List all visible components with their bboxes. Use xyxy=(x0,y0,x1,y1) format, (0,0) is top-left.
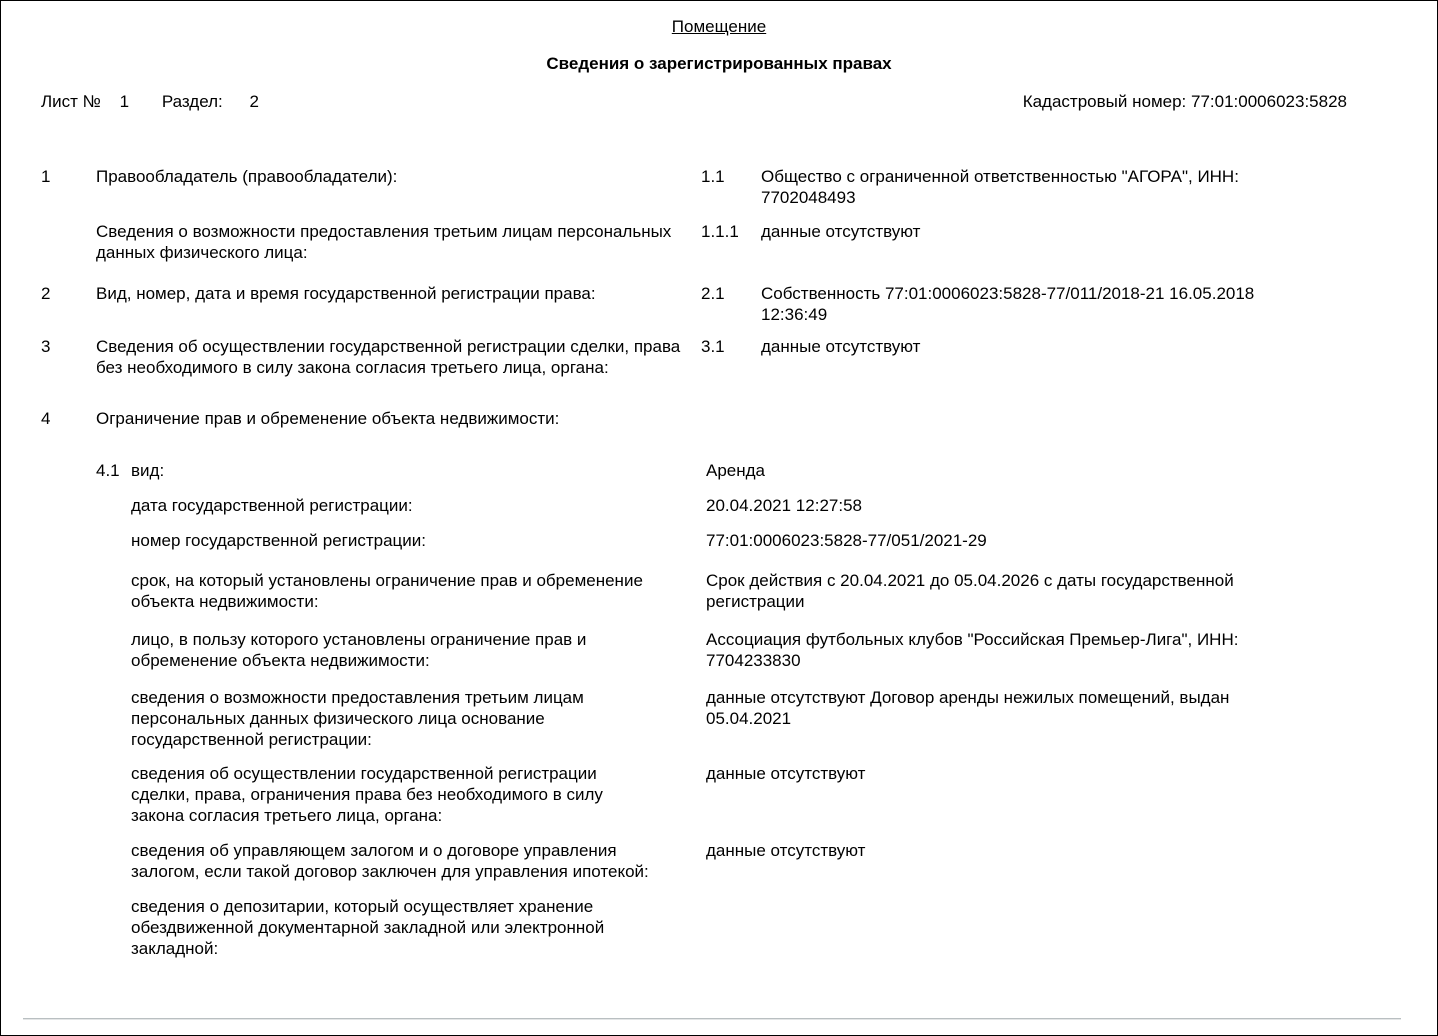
subrow-number xyxy=(96,570,131,612)
subrow-value: Ассоциация футбольных клубов "Российская Премьер-Лига", ИНН: 7704233830 xyxy=(706,630,1239,670)
subrow-value: 77:01:0006023:5828-77/051/2021-29 xyxy=(706,531,987,550)
sheet-number: 1 xyxy=(119,92,130,111)
row-label: Сведения о возможности предоставления третьим лицам персональных данных физического лица: xyxy=(96,222,672,262)
row-number: 4 xyxy=(41,409,51,428)
subrow-number xyxy=(96,687,131,750)
row-number: 1 xyxy=(41,167,51,186)
row-label: Правообладатель (правообладатели): xyxy=(96,167,398,186)
value-number xyxy=(701,408,761,429)
table-row xyxy=(1,336,1437,378)
subrow-number xyxy=(96,629,131,671)
restriction-subrow xyxy=(1,460,1437,481)
subrow-value: данные отсутствуют Договор аренды нежилых помещений, выдан 05.04.2021 xyxy=(706,688,1230,728)
subrow-label: сведения об управляющем залогом и о договоре управления залогом, если такой договор заключен для управления ипотекой: xyxy=(131,841,649,881)
subrow-number xyxy=(96,763,131,826)
subrow-value xyxy=(706,896,1291,959)
restriction-subrow xyxy=(1,570,1437,612)
restriction-subrow xyxy=(1,896,1437,959)
cadastral-number-block xyxy=(1023,91,1347,112)
document-object-type: Помещение xyxy=(671,17,767,36)
row-number: 2 xyxy=(41,284,51,303)
table-row xyxy=(1,166,1437,208)
restriction-subrow xyxy=(1,495,1437,516)
subrow-label: сведения о депозитарии, который осуществляет хранение обездвиженной документарной закладной или электронной закладной: xyxy=(131,897,605,958)
value-number: 1.1 xyxy=(701,167,725,186)
row-value: Общество с ограниченной ответственностью "АГОРА", ИНН: 7702048493 xyxy=(761,167,1239,207)
subrow-label: вид: xyxy=(131,461,165,480)
row-value: Собственность 77:01:0006023:5828-77/011/2018-21 16.05.2018 12:36:49 xyxy=(761,284,1255,324)
subrow-value: Аренда xyxy=(706,461,766,480)
subrow-value: данные отсутствуют xyxy=(706,841,866,860)
subrow-number xyxy=(96,896,131,959)
subrow-label: дата государственной регистрации: xyxy=(131,496,413,515)
restriction-subrow xyxy=(1,530,1437,551)
subrow-label: срок, на который установлены ограничение прав и обременение объекта недвижимости: xyxy=(131,571,643,611)
table-row xyxy=(1,221,1437,263)
row-number xyxy=(41,221,96,263)
subrow-number xyxy=(96,840,131,882)
subrow-label: лицо, в пользу которого установлены ограничение прав и обременение объекта недвижимости: xyxy=(131,630,587,670)
row-label: Вид, номер, дата и время государственной регистрации права: xyxy=(96,284,596,303)
value-number: 3.1 xyxy=(701,337,725,356)
subrow-number: 4.1 xyxy=(96,461,120,480)
section-number: 2 xyxy=(249,92,259,111)
restriction-subrow xyxy=(1,687,1437,750)
value-number: 2.1 xyxy=(701,284,725,303)
subrow-value: Срок действия с 20.04.2021 до 05.04.2026 с даты государственной регистрации xyxy=(706,571,1234,611)
row-value: данные отсутствуют xyxy=(761,337,921,356)
section-label: Раздел: xyxy=(161,92,223,111)
rights-table xyxy=(1,166,1437,959)
row-number: 3 xyxy=(41,337,51,356)
row-label: Сведения об осуществлении государственной регистрации сделки, права без необходимого в силу закона согласия третьего лица, органа: xyxy=(96,337,681,377)
subrow-label: сведения о возможности предоставления третьим лицам персональных данных физического лица основание государственной регистрации: xyxy=(131,688,584,749)
subrow-label: сведения об осуществлении государственной регистрации сделки, права, ограничения права без необходимого в силу закона согласия третьего лица, органа: xyxy=(131,764,603,825)
document-meta-row xyxy=(1,91,1437,112)
subrow-label: номер государственной регистрации: xyxy=(131,531,426,550)
document-section-title: Сведения о зарегистрированных правах xyxy=(546,54,892,73)
sheet-label: Лист № xyxy=(41,92,101,111)
page-bottom-divider xyxy=(23,1018,1401,1020)
sheet-and-section xyxy=(41,91,259,112)
row-label: Ограничение прав и обременение объекта недвижимости: xyxy=(96,409,560,428)
value-number: 1.1.1 xyxy=(701,222,739,241)
row-value xyxy=(761,408,1306,429)
subrow-number xyxy=(96,495,131,516)
restriction-subrow xyxy=(1,763,1437,826)
subrow-value: данные отсутствуют xyxy=(706,764,866,783)
restriction-subrow xyxy=(1,629,1437,671)
table-row xyxy=(1,283,1437,325)
subrow-value: 20.04.2021 12:27:58 xyxy=(706,496,862,515)
row-value: данные отсутствуют xyxy=(761,222,921,241)
cadastral-number: 77:01:0006023:5828 xyxy=(1191,92,1347,111)
restriction-subrow xyxy=(1,840,1437,882)
table-row xyxy=(1,408,1437,429)
subrow-number xyxy=(96,530,131,551)
cadastral-label: Кадастровый номер: xyxy=(1022,92,1187,111)
